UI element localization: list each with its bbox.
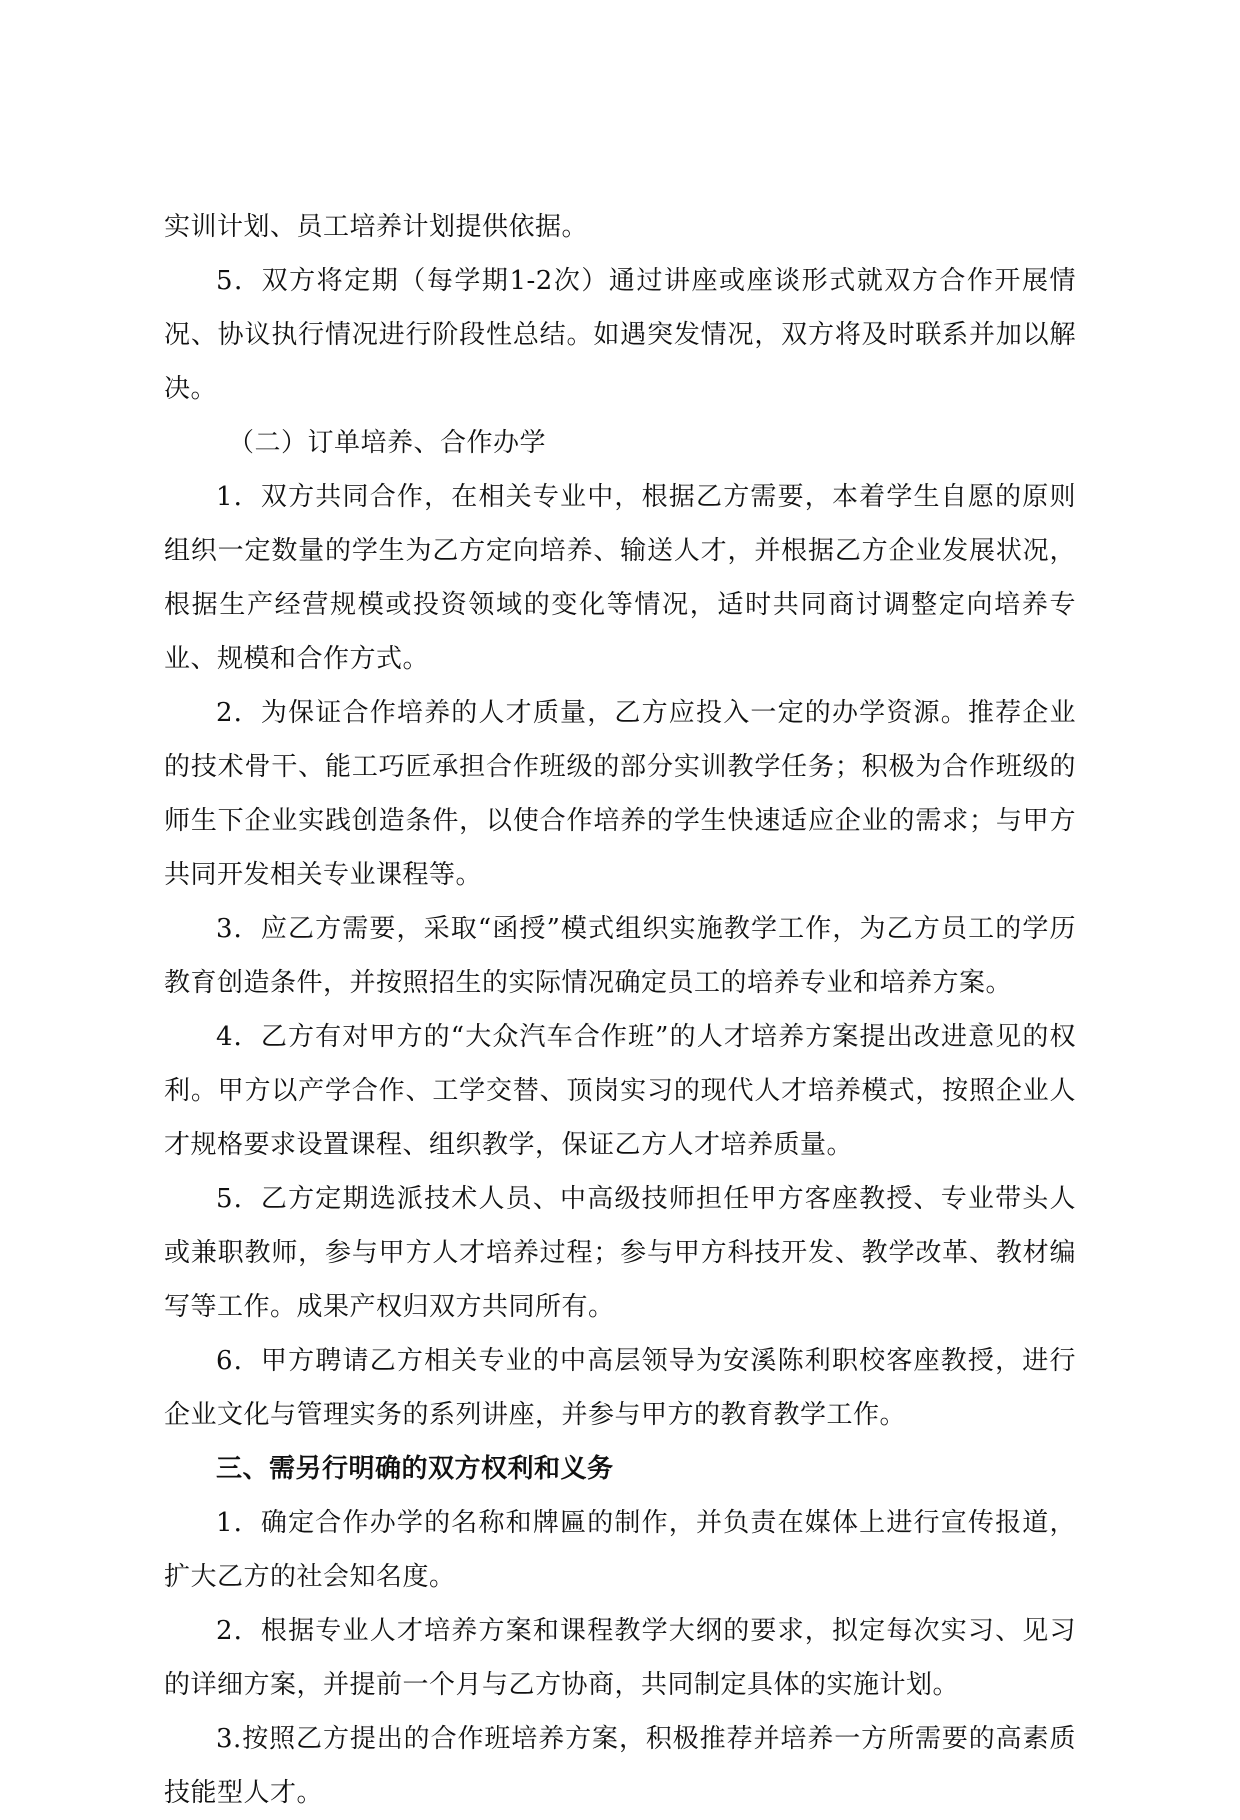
paragraph-item-1-naming: 1．确定合作办学的名称和牌匾的制作，并负责在媒体上进行宣传报道，扩大乙方的社会知名度。	[164, 1508, 1076, 1592]
paragraph-item-5-technicians: 5．乙方定期选派技术人员、中高级技师担任甲方客座教授、专业带头人或兼职教师，参与甲方人才培养过程；参与甲方科技开发、教学改革、教材编写等工作。成果产权归双方共同所有。	[164, 1184, 1076, 1322]
paragraph-item-5-summary: 5．双方将定期（每学期1-2次）通过讲座或座谈形式就双方合作开展情况、协议执行情况进行阶段性总结。如遇突发情况，双方将及时联系并加以解决。	[164, 266, 1076, 404]
paragraph-item-2-internship-plan: 2．根据专业人才培养方案和课程教学大纲的要求，拟定每次实习、见习的详细方案，并提前一个月与乙方协商，共同制定具体的实施计划。	[164, 1616, 1076, 1700]
paragraph-item-3-talent: 3.按照乙方提出的合作班培养方案，积极推荐并培养一方所需要的高素质技能型人才。	[164, 1724, 1076, 1808]
paragraph-continuation: 实训计划、员工培养计划提供依据。	[164, 212, 589, 242]
paragraph-item-1-cooperation: 1．双方共同合作，在相关专业中，根据乙方需要，本着学生自愿的原则组织一定数量的学生为乙方定向培养、输送人才，并根据乙方企业发展状况，根据生产经营规模或投资领域的变化等情况，适时共同商讨调整定向培养专业、规模和合作方式。	[164, 482, 1076, 674]
section-subheading-order-training: （二）订单培养、合作办学	[228, 428, 547, 458]
paragraph-item-3-correspondence: 3．应乙方需要，采取“函授”模式组织实施教学工作，为乙方员工的学历教育创造条件，并按照招生的实际情况确定员工的培养专业和培养方案。	[164, 914, 1076, 998]
section-heading-rights-obligations: 三、需另行明确的双方权利和义务	[216, 1454, 614, 1484]
paragraph-item-4-improvement: 4．乙方有对甲方的“大众汽车合作班”的人才培养方案提出改进意见的权利。甲方以产学合作、工学交替、顶岗实习的现代人才培养模式，按照企业人才规格要求设置课程、组织教学，保证乙方人才培养质量。	[164, 1022, 1076, 1160]
paragraph-item-6-lectures: 6．甲方聘请乙方相关专业的中高层领导为安溪陈利职校客座教授，进行企业文化与管理实务的系列讲座，并参与甲方的教育教学工作。	[164, 1346, 1076, 1430]
paragraph-item-2-resources: 2．为保证合作培养的人才质量，乙方应投入一定的办学资源。推荐企业的技术骨干、能工巧匠承担合作班级的部分实训教学任务；积极为合作班级的师生下企业实践创造条件，以使合作培养的学生快速适应企业的需求；与甲方共同开发相关专业课程等。	[164, 698, 1076, 890]
